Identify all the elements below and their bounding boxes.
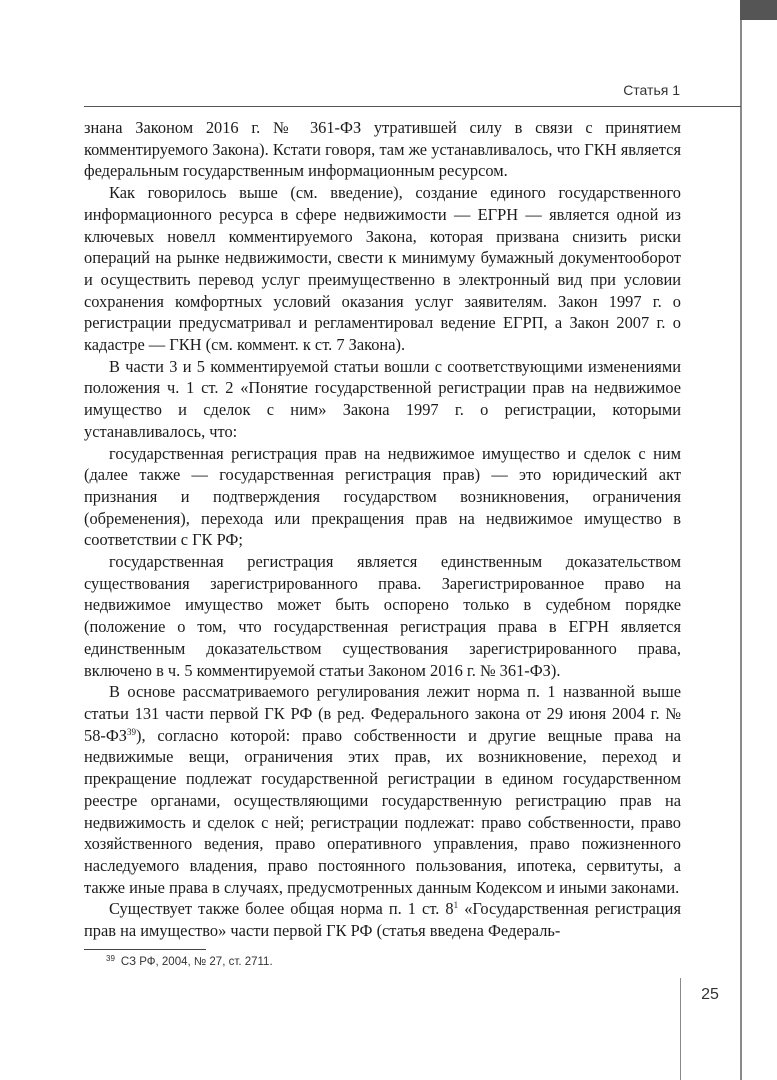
paragraph-6-part-a: В основе рассматриваемого регулирования лежит норма п. 1 названной выше статьи 131 части первой ГК РФ (в ред. Федерального закона от 29 июня 2004 г. № 58-ФЗ bbox=[84, 682, 681, 745]
main-text bbox=[84, 117, 681, 942]
paragraph-7-part-a: Существует также более общая норма п. 1 ст. 8 bbox=[109, 899, 454, 919]
footnote bbox=[106, 956, 273, 968]
article-superscript: 1 bbox=[453, 900, 459, 911]
running-head: Статья 1 bbox=[623, 82, 680, 98]
paragraph-6-part-b: ), согласно которой: право собственности и другие вещные права на недвижимые вещи, ограничения этих прав, их возникновение, переход и прекращение подлежат государственной регистрации в едином государственном реестре органами, осуществляющими государственную регистрацию прав на недвижимость и сделок с ней; регистрации подлежат: право собственности, право хозяйственного ведения, право оперативного управления, право пожизненного наследуемого владения, право постоянного пользования, ипотека, сервитуты, а также иные права в случаях, предусмотренных данным Кодексом и иными законами. bbox=[84, 725, 681, 897]
paragraph-3: В части 3 и 5 комментируемой статьи вошли с соответствующими изменениями положения ч. 1 ст. 2 «Понятие государственной регистрации прав на недвижимое имущество и сделок с ним» Закона 1997 г. о регистрации, которыми устанавливалось, что: bbox=[84, 356, 681, 441]
paragraph-7 bbox=[84, 898, 681, 941]
paragraph-4-quote: государственная регистрация прав на недвижимое имущество и сделок с ним (далее также — государственная регистрация прав) — это юридический акт признания и подтверждения государством возникновения, ограничения (обременения), перехода или прекращения прав на недвижимое имущество в соответствии с ГК РФ; bbox=[84, 443, 681, 550]
page-number-rule bbox=[680, 978, 681, 1080]
paragraph-6 bbox=[84, 681, 681, 898]
paragraph-5-quote: государственная регистрация является единственным доказательством существования зарегистрированного права. Зарегистрированное право на недвижимое имущество может быть оспорено только в судебном порядке (положение о том, что государственная регистрация права в ЕГРН является единственным доказательством существования зарегистрированного права, включено в ч. 5 комментируемой статьи Законом 2016 г. № 361-ФЗ). bbox=[84, 552, 681, 680]
page-number: 25 bbox=[701, 986, 719, 1003]
paragraph-1: знана Законом 2016 г. № 361-ФЗ утратившей силу в связи с принятием комментируемого Закона). Кстати говоря, там же устанавливалось, что ГКН является федеральным государственным информационным ресурсом. bbox=[84, 118, 681, 181]
footnote-rule bbox=[84, 949, 206, 950]
footnote-ref-39[interactable]: 39 bbox=[127, 726, 137, 737]
corner-tab bbox=[740, 0, 777, 20]
paragraph-7-part-b: «Государственная регистрация прав на имущество» части первой ГК РФ (статья введена Федераль- bbox=[84, 899, 681, 941]
footnote-mark: 39 bbox=[106, 954, 115, 963]
paragraph-2: Как говорилось выше (см. введение), создание единого государственного информационного ресурса в сфере недвижимости — ЕГРН — является одной из ключевых новелл комментируемого Закона, которая призвана снизить риски операций на рынке недвижимости, свести к минимуму бумажный документооборот и осуществить перевод услуг преимущественно в электронный вид при условии сохранения комфортных условий оказания услуг заявителям. Закон 1997 г. о регистрации предусматривал и регламентировал ведение ЕГРП, а Закон 2007 г. о кадастре — ГКН (см. коммент. к ст. 7 Закона). bbox=[84, 183, 681, 355]
header-rule bbox=[84, 106, 741, 107]
footnote-text: СЗ РФ, 2004, № 27, ст. 2711. bbox=[120, 956, 273, 968]
right-margin-rule bbox=[740, 20, 742, 1080]
